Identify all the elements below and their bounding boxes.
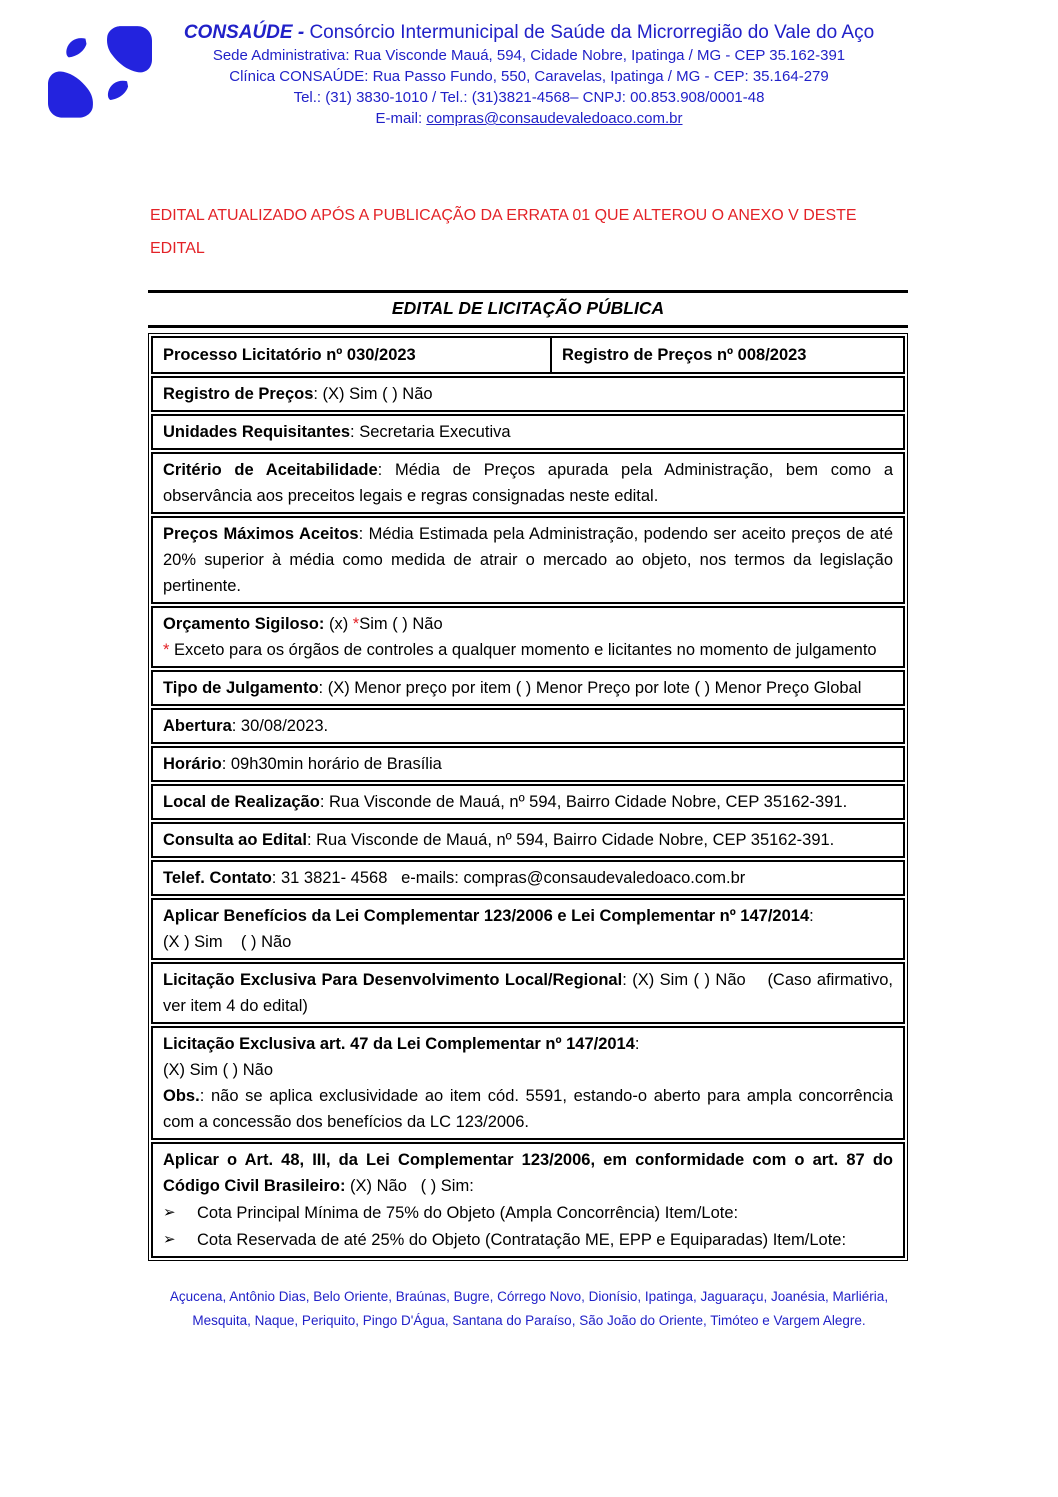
- table-row-unidades: [151, 414, 905, 450]
- page-title: EDITAL DE LICITAÇÃO PÚBLICA: [148, 290, 908, 328]
- header-address-2: Clínica CONSAÚDE: Rua Passo Fundo, 550, Caravelas, Ipatinga / MG - CEP: 35.164-279: [229, 68, 829, 85]
- art48-label: Aplicar o Art. 48, III, da Lei Complementar 123/2006, em conformidade com o art. 87 do Código Civil Brasileiro:: [163, 1151, 893, 1195]
- table-row-local: [151, 784, 905, 820]
- exclusiva-regional-value: : (X) Sim ( ) Não (Caso afirmativo, ver item 4 do edital): [163, 971, 893, 1015]
- exclusiva-regional-label: Licitação Exclusiva Para Desenvolvimento Local/Regional: [163, 971, 623, 989]
- arrow-bullet-icon: ➢: [163, 1231, 176, 1248]
- tipo-julgamento-value: : (X) Menor preço por item ( ) Menor Preço por lote ( ) Menor Preço Global: [318, 679, 862, 697]
- beneficios-value: (X ) Sim ( ) Não: [163, 933, 292, 951]
- email-link[interactable]: compras@consaudevaledoaco.com.br: [426, 110, 683, 127]
- orcamento-note-asterisk: *: [163, 641, 175, 659]
- criterio-value: : Média de Preços apurada pela Administração, bem como a observância aos preceitos legais e regras consignadas neste edital.: [163, 461, 893, 505]
- obs-label: Obs.: [163, 1087, 200, 1105]
- table-row-exclusiva-art47: [151, 1026, 905, 1140]
- unidades-value: : Secretaria Executiva: [350, 423, 511, 441]
- precos-maximos-value: : Média Estimada pela Administração, podendo ser aceito preços de até 20% superior à média como medida de atrair o mercado ao objeto, nos termos da legislação pertinente.: [163, 525, 893, 595]
- abertura-value: : 30/08/2023.: [231, 717, 329, 735]
- org-subtitle: Consórcio Intermunicipal de Saúde da Microrregião do Vale do Aço: [309, 22, 875, 43]
- table-row-art48: [151, 1142, 905, 1258]
- registro-value: : (X) Sim ( ) Não: [313, 385, 433, 403]
- table-row-consulta: [151, 822, 905, 858]
- art48-bullet-1-text: Cota Principal Mínima de 75% do Objeto (Ampla Concorrência) Item/Lote:: [197, 1204, 739, 1222]
- table-row-registro-precos: [151, 376, 905, 412]
- table-row-tipo-julgamento: [151, 670, 905, 706]
- org-title: [0, 20, 1058, 45]
- table-row-exclusiva-regional: [151, 962, 905, 1024]
- abertura-label: Abertura: [163, 717, 232, 735]
- municipalities-footer: [0, 1285, 1058, 1333]
- table-row-criterio: [151, 452, 905, 514]
- errata-notice: EDITAL ATUALIZADO APÓS A PUBLICAÇÃO DA ERRATA 01 QUE ALTEROU O ANEXO V DESTE EDITAL: [150, 207, 857, 257]
- local-value: : Rua Visconde de Mauá, nº 594, Bairro Cidade Nobre, CEP 35162-391.: [319, 793, 848, 811]
- beneficios-colon: :: [809, 907, 814, 925]
- processo-label: Processo Licitatório nº 030/2023: [163, 346, 416, 364]
- orcamento-asterisk: *: [352, 615, 360, 633]
- art48-bullet-2-text: Cota Reservada de até 25% do Objeto (Contratação ME, EPP e Equiparadas) Item/Lote:: [197, 1231, 847, 1249]
- precos-maximos-label: Preços Máximos Aceitos: [163, 525, 359, 543]
- cell-registro-num: [552, 338, 903, 372]
- consulta-value: : Rua Visconde de Mauá, nº 594, Bairro Cidade Nobre, CEP 35162-391.: [306, 831, 835, 849]
- edital-table: [148, 333, 908, 1261]
- beneficios-label: Aplicar Benefícios da Lei Complementar 123/2006 e Lei Complementar nº 147/2014: [163, 907, 810, 925]
- registro-num-label: Registro de Preços nº 008/2023: [562, 346, 807, 364]
- header-email-line: [0, 108, 1058, 129]
- criterio-label: Critério de Aceitabilidade: [163, 461, 378, 479]
- orcamento-value: Sim ( ) Não: [359, 615, 443, 633]
- registro-label: Registro de Preços: [163, 385, 314, 403]
- header-text: [0, 20, 1058, 129]
- telef-label: Telef. Contato: [163, 869, 272, 887]
- table-row-orcamento-sigiloso: [151, 606, 905, 668]
- tipo-julgamento-label: Tipo de Julgamento: [163, 679, 319, 697]
- obs-text: : não se aplica exclusividade ao item cód. 5591, estando-o aberto para ampla concorrência com a concessão dos benefícios da LC 123/2006.: [163, 1087, 893, 1131]
- header-address-1: Sede Administrativa: Rua Visconde Mauá, 594, Cidade Nobre, Ipatinga / MG - CEP 35.162-391: [212, 47, 846, 64]
- art48-bullet-1: [163, 1200, 893, 1226]
- table-row-processo-registro: [151, 336, 905, 374]
- horario-label: Horário: [163, 755, 222, 773]
- table-row-precos-maximos: [151, 516, 905, 604]
- exclusiva-art47-colon: :: [634, 1035, 640, 1053]
- telef-value: : 31 3821- 4568 e-mails: compras@consaudevaledoaco.com.br: [271, 869, 746, 887]
- orcamento-label: Orçamento Sigiloso:: [163, 615, 325, 633]
- footer-line-1: Açucena, Antônio Dias, Belo Oriente, Braúnas, Bugre, Córrego Novo, Dionísio, Ipatinga, Jaguaraçu, Joanésia, Marliéria,: [169, 1289, 889, 1304]
- table-row-abertura: [151, 708, 905, 744]
- table-row-telef-contato: [151, 860, 905, 896]
- email-label: E-mail:: [375, 110, 427, 127]
- art48-bullet-2: [163, 1227, 893, 1253]
- org-name: CONSAÚDE -: [183, 22, 310, 43]
- arrow-bullet-icon: ➢: [163, 1204, 176, 1221]
- horario-value: : 09h30min horário de Brasília: [221, 755, 442, 773]
- table-row-horario: [151, 746, 905, 782]
- unidades-label: Unidades Requisitantes: [163, 423, 351, 441]
- orcamento-note: Exceto para os órgãos de controles a qualquer momento e licitantes no momento de julgamento: [174, 641, 877, 659]
- art48-value: (X) Não ( ) Sim:: [345, 1177, 474, 1195]
- exclusiva-art47-value: (X) Sim ( ) Não: [163, 1061, 274, 1079]
- consaude-logo-icon: [48, 26, 152, 122]
- cell-processo: [153, 338, 552, 372]
- document-header: [0, 0, 1058, 129]
- local-label: Local de Realização: [163, 793, 320, 811]
- orcamento-pre: (x): [324, 615, 353, 633]
- header-phones: Tel.: (31) 3830-1010 / Tel.: (31)3821-4568– CNPJ: 00.853.908/0001-48: [293, 89, 765, 106]
- table-row-beneficios: [151, 898, 905, 960]
- exclusiva-art47-label: Licitação Exclusiva art. 47 da Lei Complementar nº 147/2014: [163, 1035, 635, 1053]
- consulta-label: Consulta ao Edital: [163, 831, 307, 849]
- footer-line-2: Mesquita, Naque, Periquito, Pingo D'Água, Santana do Paraíso, São João do Oriente, Timóteo e Vargem Alegre.: [192, 1313, 866, 1328]
